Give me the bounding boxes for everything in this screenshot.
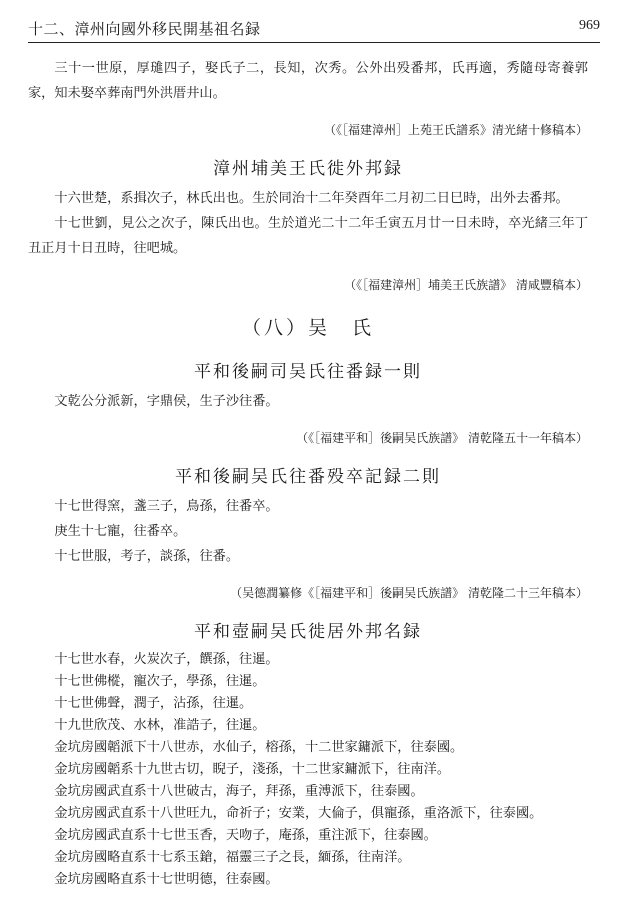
list-item: 十七世得窯，盞三子，鳥孫，往番卒。 (54, 499, 279, 514)
list-item: 十七世佛樅，寵次子，學孫，往暹。 (54, 674, 266, 689)
source-citation: （《［福建漳州］埔美王氏族譜》 清咸豐稿本） (344, 278, 588, 292)
section-title: 平和壺嗣吴氏徙居外邦名録 (194, 622, 422, 642)
page-body (28, 56, 588, 891)
list-item: 金坑房國略直系十七世明德，往泰國。 (54, 872, 279, 887)
section-wang (28, 156, 588, 295)
list-item: 庚生十七寵，往番卒。 (54, 524, 187, 539)
list-item: 十七世服，考子，談孫，往番。 (54, 549, 240, 564)
list-item: 金坑房國韜系十九世古切，睨子，淺孫，十二世家鏞派下，往南洋。 (54, 762, 451, 777)
list-item: 十九世欣茂、水林，准誥子，往暹。 (54, 718, 266, 733)
source-citation: （《［福建漳州］上苑王氏譜系》清光緒十修稿本） (323, 123, 588, 137)
source-citation: （《［福建平和］後嗣吴氏族譜》 清乾隆五十一年稿本） (296, 431, 588, 445)
list-item: 十七世水春，火炭次子，饌孫，往暹。 (54, 652, 279, 667)
list-item: 金坑房國武直系十八世破古，海子，拜孫，重溥派下，往泰國。 (54, 784, 424, 799)
list-item: 金坑房國武直系十七世玉香，天吻子，庵孫，重注派下，往泰國。 (54, 828, 437, 843)
list-item: 文乾公分派新，字鼎侯，生子沙往番。 (54, 394, 279, 409)
section-wu-1 (28, 359, 588, 448)
paragraph: 十六世楚，系揖次子，林氏出也。生於同治十二年癸酉年二月初二日巳時，出外去番邦。 (54, 191, 569, 206)
section-wu-3 (28, 619, 588, 891)
source-citation: （吴德潤纂修《［福建平和］後嗣吴氏族譜》 清乾隆二十三年稿本） (230, 586, 588, 600)
section-title: 漳州埔美王氏徙外邦録 (213, 159, 403, 179)
page-header (28, 10, 600, 40)
list-item: 十七世佛聲，潤子，沾孫，往暹。 (54, 696, 253, 711)
section-title: 平和後嗣吴氏往番殁卒記録二則 (175, 467, 441, 487)
part-heading: （八）吴 氏 (241, 317, 374, 339)
paragraph: 十七世劉，見公之次子，陳氏出也。生於道光二十二年壬寅五月廿一日未時，卒光緒三年丁丑正月十日丑時，往吧城。 (28, 216, 588, 256)
intro-paragraph: 三十一世原，厚璡四子，娶氏子二，長知，次秀。公外出殁番邦，氏再適，秀隨母寄養郭家，知未娶卒葬南門外洪厝井山。 (28, 61, 588, 101)
list-item: 金坑房國武直系十八世旺九，命祈子；安業，大倫子，俱寵孫，重洛派下，往泰國。 (54, 806, 543, 821)
intro-block (28, 56, 588, 140)
section-title: 平和後嗣司吴氏往番録一則 (194, 362, 422, 382)
header-rule (28, 42, 600, 43)
page-number: 969 (579, 18, 600, 33)
running-title: 十二、漳州向國外移民開基祖名録 (28, 20, 261, 38)
list-item: 金坑房國略直系十七系玉鎗，福靈三子之長，緬孫，往南洋。 (54, 850, 411, 865)
list-item: 金坑房國韜派下十八世赤，水仙子，榕孫，十二世家鏞派下，往泰國。 (54, 740, 464, 755)
section-wu-2 (28, 464, 588, 603)
